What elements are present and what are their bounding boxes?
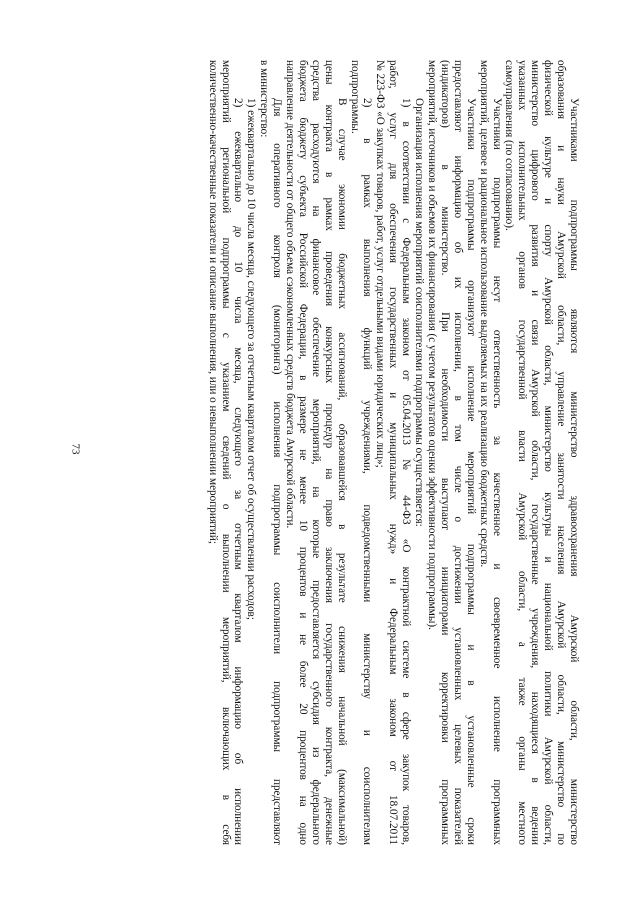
text-line: количественно-качественные показатели и описание выполнения, или о невыполнении мероприятий; [206, 60, 219, 544]
text-line: В случае экономии бюджетных ассигнований, образовавшейся в результате снижения начальной (максимальной) [335, 98, 348, 845]
text-line: в министерство: [258, 60, 271, 138]
text-line: мероприятий, источников и объемов их финансирования (с учетом результатов оценки эффективности подпрограммы). [426, 60, 439, 630]
text-line: предоставляют информацию об их исполнении, в том числе о достижении установленных целевых показателей [451, 60, 464, 845]
text-line: работ, услуг для обеспечения государственных и муниципальных нужд» и Федеральным законом от 18.07.2011 [387, 60, 400, 845]
text-line: мероприятий региональной подпрограммы с указанием сведений о выполнении мероприятий, включающих в себя [219, 60, 232, 845]
text-line: Организация исполнения мероприятий соисполнителями подпрограммы осуществляется: [413, 98, 426, 527]
page-number: 73 [69, 443, 82, 455]
text-line: Участниками подпрограммы являются министерство здравоохранения Амурской области, министерство [568, 98, 580, 845]
text-line: бюджета бюджету субъекта Российской Федерации, в размере не менее 10 процентов и не более 20 процентов на одно [296, 60, 309, 845]
text-line: цены контракта в рамках проведения конкурсных процедур на право заключения государственного контракта, денежные [322, 60, 335, 845]
text-line: направление деятельности от общего объема сэкономленных средств бюджета Амурской области. [284, 60, 297, 529]
text-line: № 223-ФЗ «О закупках товаров, работ, услуг отдельными видами юридических лиц»; [374, 60, 387, 468]
text-line: 1) в соответствии с Федеральным законом от 05.04.2013 № 44-ФЗ «О контрактной системе в сфере закупок товаров, [400, 98, 413, 845]
text-line: физической культуре и спорту Амурской области, министерство культуры и национальной политики Амурской области, [542, 60, 555, 845]
text-line: Для оперативного контроля (мониторинга) исполнения подпрограммы соисполнители подпрограммы представляют [271, 98, 284, 845]
text-line: средства расходуются на финансовое обеспечение мероприятий, на которые предоставляется субсидия из федерального [309, 60, 322, 845]
text-line: 2) ежеквартально до 10 числа месяца, следующего за отчетным кварталом информацию об исполнении [232, 98, 245, 845]
text-line: Участники подпрограммы несут ответственность за качественное и своевременное исполнение программных [490, 98, 503, 845]
text-line: образования и науки Амурской области, управление занятости населения Амурской области, министерство по [555, 60, 568, 845]
text-line: 2) в рамках выполнения функций учреждениями, подведомственными министерству и соисполнителям [361, 98, 374, 845]
text-line: подпрограммы. [348, 60, 361, 134]
text-line: Участники подпрограммы организуют исполнение мероприятий подпрограммы и в установленные сроки [464, 98, 477, 845]
text-line: мероприятий, целевое и рациональное использование выделяемых на их реализацию бюджетных средств. [477, 60, 490, 568]
text-line: (индикаторов) в министерство. При необходимости выступают инициаторами корректировки программных [438, 60, 451, 845]
document-body [206, 60, 580, 845]
text-line: министерство цифрового развития и связи Амурской области, государственные учреждения, находящиеся в ведении [529, 60, 542, 845]
text-line: 1) ежеквартально до 10 числа месяца, следующего за отчетным кварталом отчет об осуществлении расходов; [245, 98, 258, 620]
text-line: самоуправления (по согласованию). [503, 60, 516, 231]
text-line: указанных исполнительных органов государственной власти Амурской области, а также органы местного [516, 60, 529, 845]
